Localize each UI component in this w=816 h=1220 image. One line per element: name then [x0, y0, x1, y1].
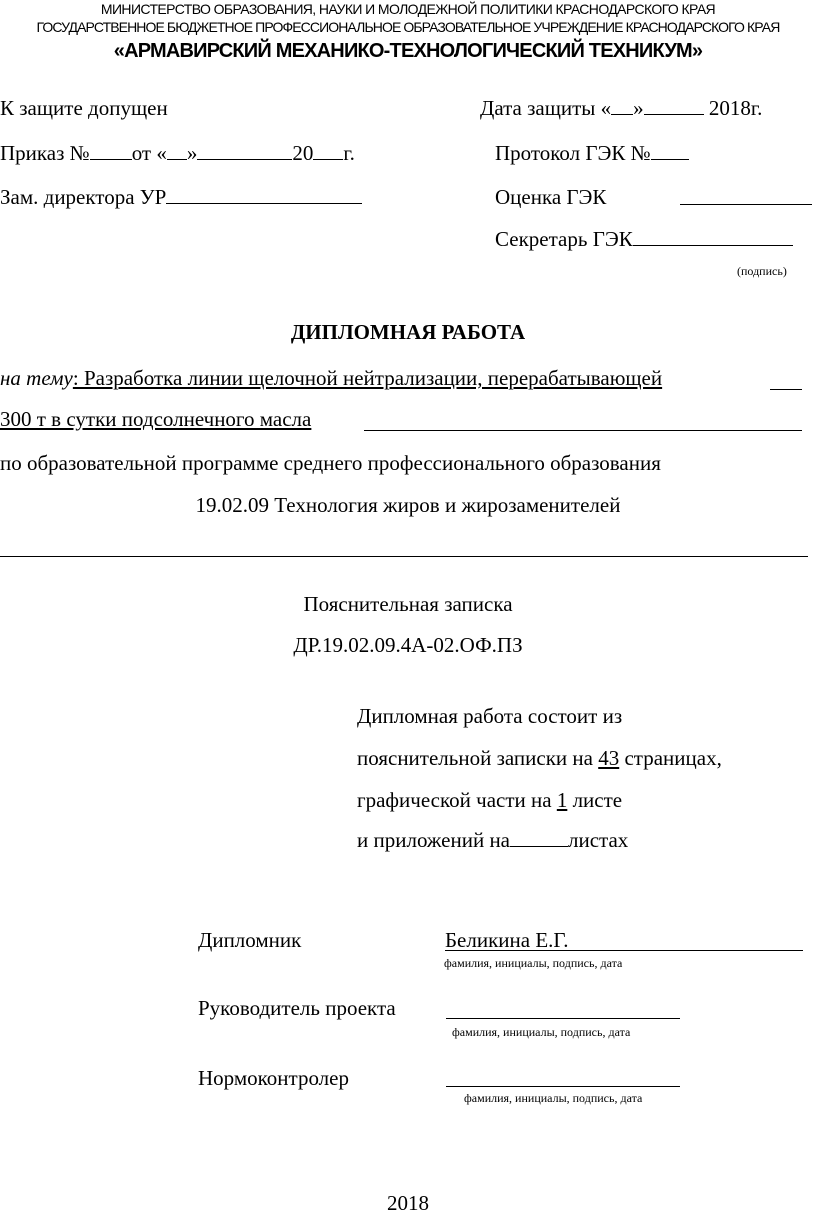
protocol-number-blank[interactable] [651, 141, 689, 160]
composition-line-3 [357, 788, 622, 813]
sheets-count: 1 [556, 788, 568, 812]
ministry-header: МИНИСТЕРСТВО ОБРАЗОВАНИЯ, НАУКИ И МОЛОДЕЖНОЙ ПОЛИТИКИ КРАСНОДАРСКОГО КРАЯ [100, 1, 716, 17]
institution-name-header: «АРМАВИРСКИЙ МЕХАНИКО-ТЕХНОЛОГИЧЕСКИЙ ТЕХНИКУМ» [113, 40, 703, 62]
topic-line-2 [0, 407, 311, 432]
graduate-caption: фамилия, инициалы, подпись, дата [444, 956, 623, 970]
note-name: Пояснительная записка [303, 592, 513, 616]
supervisor-label: Руководитель проекта [198, 996, 396, 1020]
composition-line-2 [357, 746, 722, 771]
title-separator [0, 556, 808, 557]
topic-text-1: : Разработка линии щелочной нейтрализации, перерабатывающей [72, 366, 663, 390]
order-from: от « [131, 141, 167, 165]
secretary-line [495, 227, 793, 252]
note-code: ДР.19.02.09.4А-02.ОФ.ПЗ [293, 633, 523, 657]
supervisor-signature-line[interactable] [446, 1018, 680, 1019]
order-year-blank[interactable] [313, 141, 343, 160]
topic-text-2: 300 т в сутки подсолнечного масла [0, 407, 312, 431]
normcontrol-label: Нормоконтролер [198, 1066, 349, 1090]
order-year-suffix: г. [343, 141, 355, 165]
protocol-line [495, 141, 689, 166]
deputy-signature-blank[interactable] [166, 185, 362, 204]
order-quote-close: » [186, 141, 198, 165]
program-line: по образовательной программе среднего профессионального образования [0, 451, 661, 475]
secretary-label: Секретарь ГЭК [495, 227, 633, 251]
defense-date-close: » [633, 96, 644, 120]
pages-count: 43 [598, 746, 620, 770]
footer-year: 2018 [387, 1191, 429, 1215]
composition-line-1: Дипломная работа состоит из [357, 704, 623, 728]
defense-date-prefix: Дата защиты « [480, 96, 612, 120]
composition-line-2-suffix: страницах, [619, 746, 722, 770]
institution-type-header: ГОСУДАРСТВЕННОЕ БЮДЖЕТНОЕ ПРОФЕССИОНАЛЬНОЕ ОБРАЗОВАТЕЛЬНОЕ УЧРЕЖДЕНИЕ КРАСНОДАРСКОГО КРАЯ [36, 19, 780, 35]
admitted-label: К защите допущен [0, 96, 168, 120]
composition-line-2-prefix: пояснительной записки на [357, 746, 599, 770]
secretary-signature-blank[interactable] [633, 227, 793, 246]
signature-caption: (подпись) [737, 264, 787, 278]
defense-date-line [480, 96, 762, 121]
defense-month-blank[interactable] [644, 96, 704, 115]
graduate-signature-line[interactable] [445, 950, 803, 951]
order-month-blank[interactable] [197, 141, 292, 160]
order-prefix: Приказ № [0, 141, 90, 165]
composition-line-3-prefix: графической части на [357, 788, 557, 812]
topic-line-1-filler [770, 389, 802, 390]
composition-line-4 [357, 828, 628, 853]
topic-label: на тему [0, 366, 73, 390]
order-line [0, 141, 355, 166]
order-number-blank[interactable] [90, 141, 132, 160]
composition-line-4-suffix: листах [568, 828, 629, 852]
document-heading: ДИПЛОМНАЯ РАБОТА [290, 320, 526, 344]
graduate-name: Беликина Е.Г. [445, 928, 569, 952]
composition-line-3-suffix: листе [567, 788, 623, 812]
grade-blank[interactable] [680, 204, 812, 205]
grade-label: Оценка ГЭК [495, 185, 607, 209]
topic-line-2-filler [364, 430, 802, 431]
appendix-sheets-blank[interactable] [510, 828, 568, 847]
defense-day-blank[interactable] [611, 96, 633, 115]
specialty-line: 19.02.09 Технология жиров и жирозаменителей [195, 493, 621, 517]
order-year: 20 [292, 141, 314, 165]
supervisor-caption: фамилия, инициалы, подпись, дата [452, 1025, 631, 1039]
order-day-blank[interactable] [167, 141, 187, 160]
protocol-label: Протокол ГЭК № [495, 141, 651, 165]
deputy-line [0, 185, 362, 210]
graduate-label: Дипломник [198, 928, 302, 952]
deputy-label: Зам. директора УР [0, 185, 167, 209]
normcontrol-signature-line[interactable] [446, 1086, 680, 1087]
composition-line-4-prefix: и приложений на [357, 828, 510, 852]
normcontrol-caption: фамилия, инициалы, подпись, дата [464, 1091, 643, 1105]
defense-year: 2018г. [703, 96, 763, 120]
topic-line-1 [0, 366, 662, 391]
